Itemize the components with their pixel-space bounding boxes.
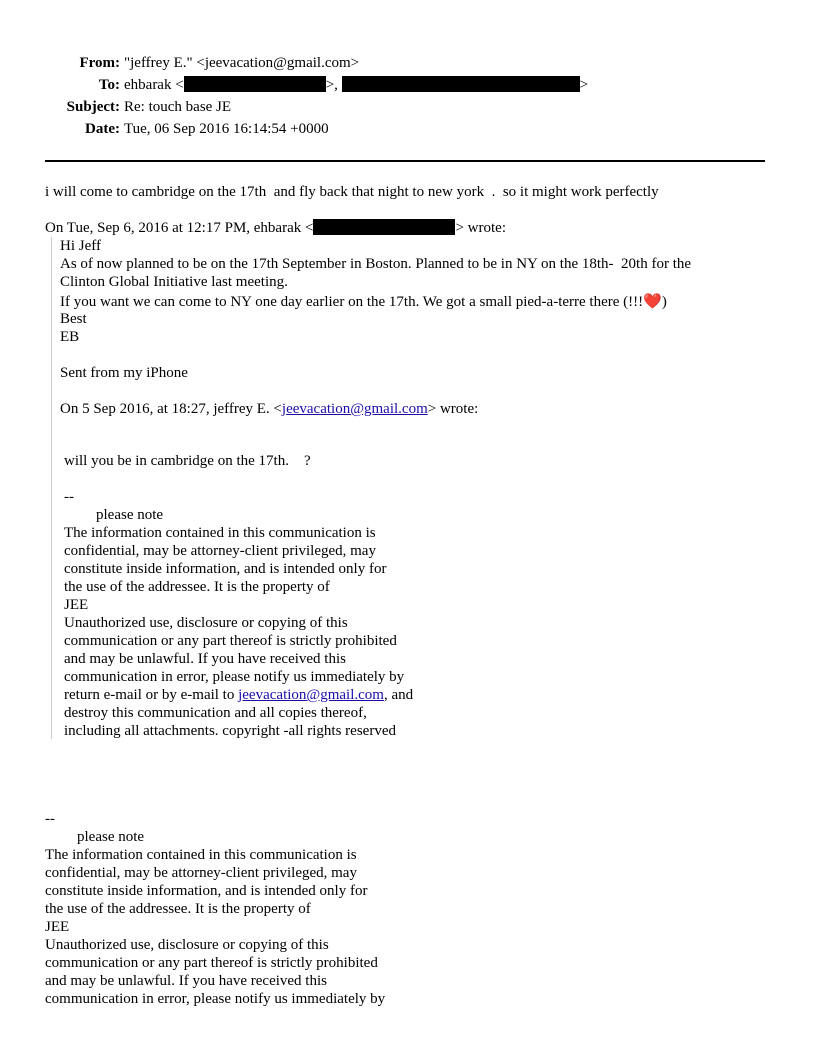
attribution-suffix: > wrote: xyxy=(455,220,506,236)
footer-line: communication or any part thereof is strictly prohibited xyxy=(45,955,378,971)
reply-body: i will come to cambridge on the 17th and fly back that night to new york . so it might work perfectly xyxy=(45,184,659,200)
nested-attribution-prefix: On 5 Sep 2016, at 18:27, jeffrey E. < xyxy=(60,401,282,417)
sig-line: The information contained in this communication is xyxy=(64,525,376,541)
quote-line-close: ) xyxy=(661,294,667,310)
footer-line: Unauthorized use, disclosure or copying of this xyxy=(45,937,329,953)
signoff-best: Best xyxy=(60,311,87,327)
to-label: To: xyxy=(98,77,120,93)
quote-line: As of now planned to be on the 17th September in Boston. Planned to be in NY on the 18th- 20th for the xyxy=(60,256,692,272)
email-link[interactable]: jeevacation@gmail.com xyxy=(238,687,384,703)
attribution-prefix: On Tue, Sep 6, 2016 at 12:17 PM, ehbarak < xyxy=(45,220,314,236)
sig-note: please note xyxy=(96,507,164,523)
to-prefix: ehbarak < xyxy=(124,77,184,93)
footer-line: JEE xyxy=(45,919,70,935)
from-label: From: xyxy=(79,55,120,71)
nested-attribution xyxy=(60,400,478,418)
sig-line: and may be unlawful. If you have received this xyxy=(64,651,346,667)
email-header xyxy=(0,0,816,150)
sig-line: Unauthorized use, disclosure or copying of this xyxy=(64,615,348,631)
footer-dash: -- xyxy=(45,811,55,827)
sig-email-suffix: , and xyxy=(383,687,414,703)
sig-line: confidential, may be attorney-client privileged, may xyxy=(64,543,376,559)
sig-email-prefix: return e-mail or by e-mail to xyxy=(64,687,239,703)
sent-from: Sent from my iPhone xyxy=(60,365,188,381)
signoff-initials: EB xyxy=(60,329,80,345)
quote-line: Hi Jeff xyxy=(60,238,101,254)
sig-line: constitute inside information, and is intended only for xyxy=(64,561,387,577)
footer-note: please note xyxy=(77,829,145,845)
quote-line: Clinton Global Initiative last meeting. xyxy=(60,274,288,290)
sig-line: including all attachments. copyright -all rights reserved xyxy=(64,723,396,739)
redaction-bar xyxy=(342,76,580,92)
sig-line: destroy this communication and all copies thereof, xyxy=(64,705,367,721)
header-divider xyxy=(45,160,765,162)
sig-line: communication or any part thereof is strictly prohibited xyxy=(64,633,397,649)
redaction-bar xyxy=(184,76,326,92)
quote-bar xyxy=(51,237,52,739)
sig-line xyxy=(64,686,413,704)
heart-icon: ❤️ xyxy=(643,292,662,310)
nested-question: will you be in cambridge on the 17th. ? xyxy=(64,453,311,469)
nested-attribution-suffix: > wrote: xyxy=(427,401,479,417)
sig-line: JEE xyxy=(64,597,89,613)
quote-line xyxy=(60,292,667,311)
date-label: Date: xyxy=(85,121,120,137)
date-value: Tue, 06 Sep 2016 16:14:54 +0000 xyxy=(124,121,329,137)
footer-line: The information contained in this communication is xyxy=(45,847,357,863)
sig-line: the use of the addressee. It is the property of xyxy=(64,579,330,595)
quote-attribution xyxy=(45,219,506,237)
sig-dash: -- xyxy=(64,489,74,505)
from-value: "jeffrey E." <jeevacation@gmail.com> xyxy=(124,55,360,71)
to-mid: >, xyxy=(325,77,342,93)
footer-line: confidential, may be attorney-client privileged, may xyxy=(45,865,357,881)
footer-line: constitute inside information, and is intended only for xyxy=(45,883,368,899)
email-link[interactable]: jeevacation@gmail.com xyxy=(281,401,428,417)
sig-line: communication in error, please notify us immediately by xyxy=(64,669,405,685)
footer-line: and may be unlawful. If you have received this xyxy=(45,973,327,989)
redaction-bar xyxy=(313,219,455,235)
footer-line: the use of the addressee. It is the property of xyxy=(45,901,311,917)
quote-line-text: If you want we can come to NY one day earlier on the 17th. We got a small pied-a-terre there (!!! xyxy=(60,294,644,310)
to-suffix: > xyxy=(579,77,589,93)
to-value xyxy=(124,76,588,94)
subject-label: Subject: xyxy=(66,99,120,115)
subject-value: Re: touch base JE xyxy=(124,99,232,115)
footer-line: communication in error, please notify us immediately by xyxy=(45,991,386,1007)
